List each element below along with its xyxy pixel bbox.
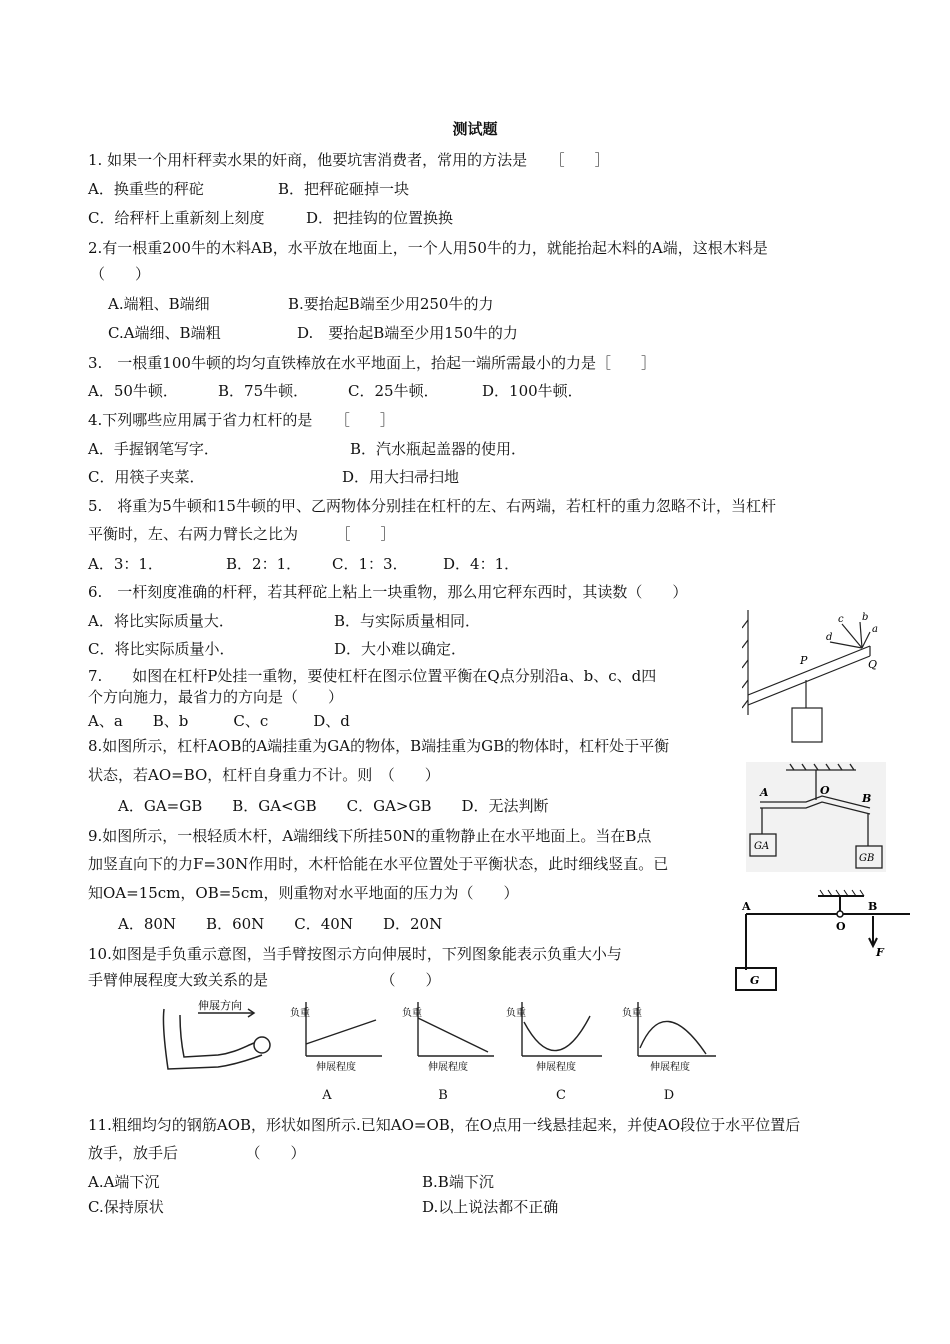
q7-stem-line2: 个方向施力，最省力的方向是（ ） bbox=[88, 688, 344, 706]
q10-graph-c-xlabel: 伸展程度 bbox=[536, 1062, 576, 1073]
q3-stem: 3. 一根重100牛顿的均匀直铁棒放在水平地面上，抬起一端所需最小的力是［ ］ bbox=[88, 354, 656, 372]
q10-stem-line1: 10.如图是手负重示意图，当手臂按图示方向伸展时，下列图象能表示负重大小与 bbox=[88, 945, 622, 963]
q6-option-b: B．与实际质量相同． bbox=[334, 612, 481, 630]
q10-graph-d-ylabel: 负重 bbox=[622, 1008, 642, 1019]
q6-option-a: A．将比实际质量大． bbox=[88, 612, 234, 630]
q5-option-a: A．3：1． bbox=[88, 555, 163, 573]
page-title: 测试题 bbox=[452, 120, 498, 138]
q10-graph-a bbox=[286, 998, 386, 1074]
q4-stem: 4.下列哪些应用属于省力杠杆的是 ［ ］ bbox=[88, 411, 395, 429]
q7-stem-line1: 7. 如图在杠杆P处挂一重物，要使杠杆在图示位置平衡在Q点分别沿a、b、c、d四 bbox=[88, 667, 657, 685]
q7-options: A、a B、b C、c D、d bbox=[88, 712, 350, 730]
q4-option-a: A．手握钢笔写字． bbox=[88, 440, 219, 458]
q9-label-a: A bbox=[742, 900, 751, 913]
q6-stem: 6. 一杆刻度准确的杆秤，若其秤砣上粘上一块重物，那么用它秤东西时，其读数（ ） bbox=[88, 583, 688, 601]
q10-graph-c bbox=[506, 998, 606, 1074]
q8-label-b: B bbox=[862, 792, 872, 805]
q8-label-gb: GB bbox=[859, 853, 875, 864]
q2-option-c: C.A端细、B端粗 bbox=[108, 324, 221, 342]
q8-lever-figure bbox=[746, 762, 886, 872]
q5-stem-line2: 平衡时，左、右两力臂长之比为 ［ ］ bbox=[88, 525, 396, 543]
q1-stem: 1. 如果一个用杆秤卖水果的奸商，他要坑害消费者，常用的方法是 ［ ］ bbox=[88, 151, 610, 169]
q3-option-c: C．25牛顿． bbox=[348, 382, 439, 400]
q7-label-a: a bbox=[872, 624, 878, 635]
q7-label-q: Q bbox=[868, 658, 878, 671]
q6-option-c: C．将比实际质量小． bbox=[88, 640, 235, 658]
q9-stem-line2: 加竖直向下的力F=30N作用时，木杆恰能在水平位置处于平衡状态，此时细线竖直。已 bbox=[88, 855, 669, 873]
q11-stem-line1: 11.粗细均匀的钢筋AOB，形状如图所示.已知AO=OB，在O点用一线悬挂起来，并使AO段位于水平位置后 bbox=[88, 1116, 801, 1134]
q10-graph-c-ylabel: 负重 bbox=[506, 1008, 526, 1019]
q5-option-c: C．1：3． bbox=[332, 555, 408, 573]
q9-stem-line1: 9.如图所示，一根轻质木杆，A端细线下所挂50N的重物静止在水平地面上。当在B点 bbox=[88, 827, 652, 845]
q6-option-d: D．大小难以确定． bbox=[334, 640, 467, 658]
q9-label-f: F bbox=[876, 946, 884, 959]
q9-lever-figure bbox=[728, 888, 914, 992]
q10-graph-a-xlabel: 伸展程度 bbox=[316, 1062, 356, 1073]
q8-stem-line2: 状态，若AO=BO，杠杆自身重力不计。则 （ ） bbox=[88, 766, 440, 784]
q10-arm-figure bbox=[158, 995, 278, 1075]
q9-label-o: O bbox=[836, 920, 846, 933]
q7-label-d: d bbox=[826, 632, 833, 643]
q10-graph-d bbox=[620, 998, 720, 1074]
q7-label-c: c bbox=[838, 614, 844, 625]
q2-option-d: D. 要抬起B端至少用150牛的力 bbox=[297, 324, 518, 342]
q2-stem-line2: （ ） bbox=[90, 265, 151, 283]
q4-option-b: B．汽水瓶起盖器的使用． bbox=[350, 440, 527, 458]
q8-label-a: A bbox=[760, 786, 769, 799]
q3-option-d: D．100牛顿． bbox=[482, 382, 583, 400]
q5-option-b: B．2：1． bbox=[226, 555, 302, 573]
q1-option-a: A．换重些的秤砣 bbox=[88, 180, 204, 198]
q9-label-b: B bbox=[868, 900, 878, 913]
q1-option-c: C．给秤杆上重新刻上刻度 bbox=[88, 209, 265, 227]
q9-label-g: G bbox=[750, 974, 760, 987]
q11-option-b: B.B端下沉 bbox=[422, 1173, 494, 1191]
q11-option-d: D.以上说法都不正确 bbox=[422, 1198, 559, 1216]
q10-graph-a-label: A bbox=[322, 1088, 332, 1103]
q9-options: A．80N B．60N C．40N D．20N bbox=[118, 915, 443, 933]
q10-graph-b-xlabel: 伸展程度 bbox=[428, 1062, 468, 1073]
q1-option-d: D．把挂钩的位置换换 bbox=[306, 209, 454, 227]
q10-graph-b bbox=[398, 998, 498, 1074]
q4-option-c: C．用筷子夹菜． bbox=[88, 468, 205, 486]
q10-graph-d-label: D bbox=[663, 1088, 675, 1103]
q3-option-a: A．50牛顿． bbox=[88, 382, 178, 400]
q8-label-o: O bbox=[820, 784, 830, 797]
q5-option-d: D．4：1． bbox=[443, 555, 520, 573]
q10-graph-a-ylabel: 负重 bbox=[290, 1008, 310, 1019]
q9-stem-line3: 知OA=15cm，OB=5cm，则重物对水平地面的压力为（ ） bbox=[88, 884, 519, 902]
q10-graph-d-xlabel: 伸展程度 bbox=[650, 1062, 690, 1073]
q1-option-b: B．把秤砣砸掉一块 bbox=[278, 180, 410, 198]
q2-option-a: A.端粗、B端细 bbox=[108, 295, 210, 313]
q7-lever-figure bbox=[742, 610, 902, 750]
q7-label-p: P bbox=[800, 654, 808, 667]
q10-graph-b-label: B bbox=[438, 1088, 448, 1103]
q4-option-d: D．用大扫帚扫地 bbox=[342, 468, 460, 486]
q11-option-a: A.A端下沉 bbox=[88, 1173, 160, 1191]
q11-stem-line2: 放手，放手后 （ ） bbox=[88, 1144, 306, 1162]
q11-option-c: C.保持原状 bbox=[88, 1198, 164, 1216]
q7-label-b: b bbox=[862, 612, 869, 623]
q8-stem-line1: 8.如图所示，杠杆AOB的A端挂重为GA的物体，B端挂重为GB的物体时，杠杆处于平衡 bbox=[88, 737, 670, 755]
q10-arm-label: 伸展方向 bbox=[198, 999, 242, 1012]
q5-stem-line1: 5. 将重为5牛顿和15牛顿的甲、乙两物体分别挂在杠杆的左、右两端，若杠杆的重力忽略不计，当杠杆 bbox=[88, 497, 776, 515]
q10-stem-line2: 手臂伸展程度大致关系的是 （ ） bbox=[88, 971, 441, 989]
q8-options: A．GA=GB B．GA<GB C．GA>GB D．无法判断 bbox=[118, 797, 549, 815]
q3-option-b: B．75牛顿． bbox=[218, 382, 309, 400]
q2-option-b: B.要抬起B端至少用250牛的力 bbox=[288, 295, 494, 313]
q2-stem-line1: 2.有一根重200牛的木料AB，水平放在地面上，一个人用50牛的力，就能抬起木料的A端，这根木料是 bbox=[88, 239, 768, 257]
q10-graph-b-ylabel: 负重 bbox=[402, 1008, 422, 1019]
q8-label-ga: GA bbox=[754, 841, 770, 852]
q10-graph-c-label: C bbox=[556, 1088, 566, 1103]
